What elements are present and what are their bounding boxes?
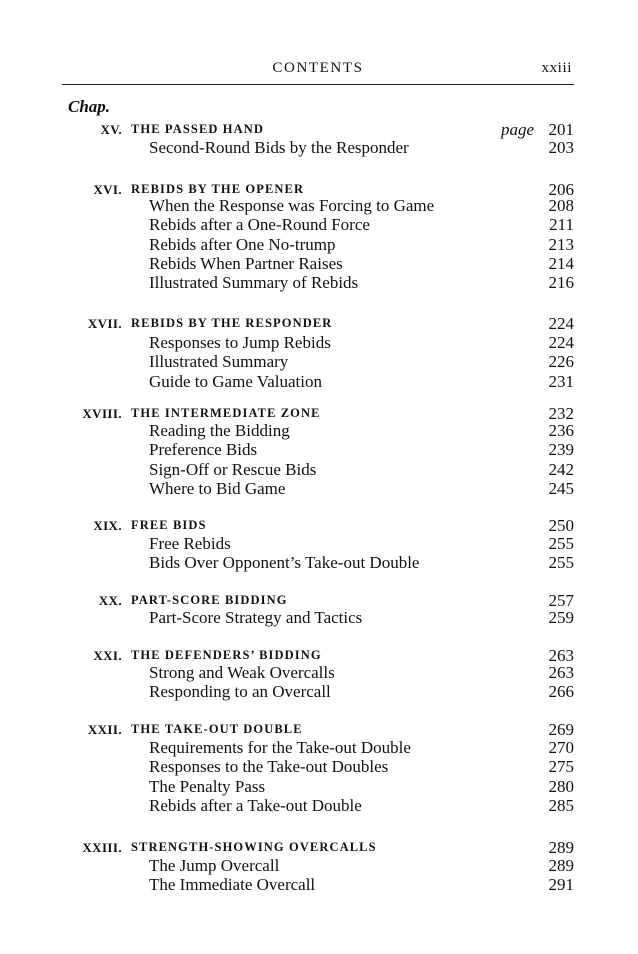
section-title: Reading the Bidding xyxy=(149,421,290,440)
toc-section-row[interactable] xyxy=(0,440,638,460)
chapter-title: THE TAKE-OUT DOUBLE xyxy=(131,722,303,736)
page-number: 285 xyxy=(548,795,574,815)
section-title: When the Response was Forcing to Game xyxy=(149,196,435,215)
chapter-number: XXII. xyxy=(87,722,122,737)
chapter-number: XVI. xyxy=(93,182,122,197)
section-title: Rebids after One No-trump xyxy=(149,234,336,254)
toc-section-row[interactable] xyxy=(0,372,638,392)
page-number: 231 xyxy=(548,371,574,391)
section-title: Free Rebids xyxy=(149,534,231,553)
page-number: 289 xyxy=(548,856,574,875)
toc-section-row[interactable] xyxy=(0,856,638,876)
toc-section-row[interactable] xyxy=(0,757,638,777)
toc-section-row[interactable] xyxy=(0,333,638,353)
section-title: Illustrated Summary of Rebids xyxy=(149,273,359,293)
toc-chapter-row[interactable] xyxy=(0,314,638,334)
toc-section-row[interactable] xyxy=(0,608,638,628)
toc-section-row[interactable] xyxy=(0,421,638,441)
page-number: 211 xyxy=(549,215,574,235)
page-number: 255 xyxy=(548,534,574,553)
chapter-title: THE INTERMEDIATE ZONE xyxy=(131,406,321,420)
section-title: Sign-Off or Rescue Bids xyxy=(149,459,317,479)
section-title: Requirements for the Take-out Double xyxy=(149,738,411,757)
toc-section-row[interactable] xyxy=(0,479,638,499)
toc-section-row[interactable] xyxy=(0,273,638,293)
page-number: 224 xyxy=(548,314,574,333)
toc-section-row[interactable] xyxy=(0,235,638,255)
chapter-title: THE DEFENDERS’ BIDDING xyxy=(131,648,322,662)
page-number: 203 xyxy=(548,138,574,157)
running-page-number: xxiii xyxy=(541,60,572,76)
section-title: The Jump Overcall xyxy=(149,856,280,875)
section-title: Responses to Jump Rebids xyxy=(149,333,331,352)
page-number: 216 xyxy=(548,273,574,293)
section-title: Second-Round Bids by the Responder xyxy=(149,138,409,157)
page-number: 206 xyxy=(548,180,574,199)
page-number: 269 xyxy=(548,720,574,739)
section-title: Strong and Weak Overcalls xyxy=(149,663,335,682)
page-number: 239 xyxy=(548,440,574,460)
toc-section-row[interactable] xyxy=(0,663,638,683)
page-number: 259 xyxy=(548,608,574,627)
chap-column-label: Chap. xyxy=(68,97,111,116)
running-head xyxy=(62,56,574,84)
chapter-title: FREE BIDS xyxy=(131,518,207,532)
chapter-number: XXI. xyxy=(93,648,122,663)
page-number: 289 xyxy=(548,838,574,857)
chapter-title: REBIDS BY THE OPENER xyxy=(131,182,305,196)
chapter-title: PART-SCORE BIDDING xyxy=(131,593,288,607)
chapter-number: XIX. xyxy=(93,518,122,533)
toc-section-row[interactable] xyxy=(0,553,638,573)
toc-chapter-row[interactable] xyxy=(0,838,638,858)
toc-section-row[interactable] xyxy=(0,460,638,480)
page-number: 226 xyxy=(548,352,574,372)
section-title: The Immediate Overcall xyxy=(149,875,316,895)
toc-chapter-row[interactable] xyxy=(0,720,638,740)
page-number: 208 xyxy=(548,196,574,215)
section-title: Preference Bids xyxy=(149,440,258,460)
page-number: 250 xyxy=(548,516,574,535)
toc-section-row[interactable] xyxy=(0,254,638,274)
page-number: 263 xyxy=(548,663,574,682)
toc-section-row[interactable] xyxy=(0,777,638,797)
page-number: 201 xyxy=(548,120,574,139)
toc-section-row[interactable] xyxy=(0,875,638,895)
toc-chapter-row[interactable] xyxy=(0,516,638,536)
page-number: 275 xyxy=(548,757,574,777)
section-title: Where to Bid Game xyxy=(149,478,286,498)
page-number: 280 xyxy=(548,776,574,796)
section-title: Responses to the Take-out Doubles xyxy=(149,757,389,777)
page-number: 236 xyxy=(548,421,574,440)
section-title: Rebids after a Take-out Double xyxy=(149,795,362,815)
page-number: 224 xyxy=(548,333,574,352)
page-number: 255 xyxy=(548,553,574,573)
section-title: The Penalty Pass xyxy=(149,776,266,796)
page-number: 263 xyxy=(548,646,574,665)
section-title: Responding to an Overcall xyxy=(149,682,331,702)
chapter-title: STRENGTH-SHOWING OVERCALLS xyxy=(131,840,377,854)
toc-section-row[interactable] xyxy=(0,138,638,158)
page-number: 213 xyxy=(548,234,574,254)
chapter-number: XVII. xyxy=(87,316,122,331)
chapter-number: XVIII. xyxy=(82,406,122,421)
page-number: 245 xyxy=(548,478,574,498)
running-title: CONTENTS xyxy=(272,60,364,76)
page-number: 232 xyxy=(548,404,574,423)
section-title: Rebids after a One-Round Force xyxy=(149,215,370,235)
toc-section-row[interactable] xyxy=(0,534,638,554)
toc-section-row[interactable] xyxy=(0,796,638,816)
toc-section-row[interactable] xyxy=(0,738,638,758)
chapter-title: REBIDS BY THE RESPONDER xyxy=(131,316,333,330)
section-title: Illustrated Summary xyxy=(149,352,289,372)
page-number: 291 xyxy=(548,875,574,895)
page-number: 266 xyxy=(548,682,574,702)
toc-section-row[interactable] xyxy=(0,196,638,216)
section-title: Rebids When Partner Raises xyxy=(149,253,343,273)
section-title: Part-Score Strategy and Tactics xyxy=(149,608,363,627)
chapter-number: XXIII. xyxy=(82,840,122,855)
header-rule xyxy=(62,84,574,85)
page-prefix-label: page xyxy=(500,120,534,139)
section-title: Guide to Game Valuation xyxy=(149,371,322,391)
chapter-number: XX. xyxy=(98,593,122,608)
toc-section-row[interactable] xyxy=(0,682,638,702)
page-number: 242 xyxy=(548,459,574,479)
section-title: Bids Over Opponent’s Take-out Double xyxy=(149,553,420,573)
page-number: 257 xyxy=(548,591,574,610)
page-number: 214 xyxy=(548,253,574,273)
chapter-title: THE PASSED HAND xyxy=(131,122,264,136)
page-number: 270 xyxy=(548,738,574,757)
toc-chapter-row[interactable] xyxy=(0,120,638,140)
toc-section-row[interactable] xyxy=(0,215,638,235)
chapter-number: XV. xyxy=(100,122,122,137)
toc-section-row[interactable] xyxy=(0,352,638,372)
